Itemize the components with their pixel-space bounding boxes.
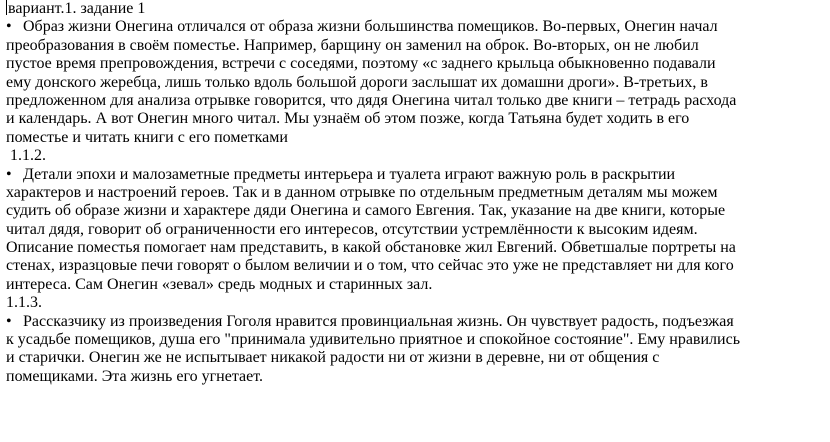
- paragraph-line: читал дядя, говорит об ограниченности его интересов, отсутствии устремлённости к высоким идеям.: [6, 220, 698, 238]
- paragraph-line: помещиками. Эта жизнь его угнетает.: [6, 367, 264, 385]
- paragraph-line: стенах, изразцовые печи говорят о былом величии и о том, что сейчас это уже не представляет ни для кого: [6, 257, 734, 275]
- paragraph-line: преобразования в своём поместье. Например, барщину он заменил на оброк. Во-вторых, он не любил: [6, 36, 699, 54]
- paragraph-line: поместье и читать книги с его пометками: [6, 128, 288, 146]
- paragraph-line: характеров и настроений героев. Так и в данном отрывке по отдельным предметным деталям мы можем: [6, 183, 718, 201]
- section-label: 1.1.3.: [6, 294, 42, 312]
- paragraph-line: к усадьбе помещиков, душа его "принимала удивительно приятное и спокойное состояние". Ему нравились: [6, 331, 740, 349]
- paragraph-line: судить об образе жизни и характере дяди Онегина и самого Евгения. Так, указание на две книги, которые: [6, 202, 726, 220]
- paragraph-line: пустое время препровождения, встречи с соседями, поэтому «с заднего крыльца обыкновенно подавали: [6, 55, 716, 73]
- bullet-icon: •: [6, 165, 12, 183]
- section-1: [6, 18, 828, 147]
- text-cursor: [6, 0, 7, 15]
- header-line: [6, 0, 828, 18]
- section-label: 1.1.2.: [6, 147, 46, 165]
- paragraph-line: • Рассказчику из произведения Гоголя нравится провинциальная жизнь. Он чувствует радость, подъезжая: [6, 312, 734, 330]
- paragraph-line: интереса. Сам Онегин «зевал» средь модных и старинных зал.: [6, 275, 433, 293]
- header-text: вариант.1. задание 1: [8, 0, 146, 17]
- paragraph-line: ему донского жеребца, лишь только вдоль большой дороги заслышат их домашни дроги». В-третьих, в: [6, 73, 708, 91]
- paragraph-line: • Образ жизни Онегина отличался от образа жизни большинства помещиков. Во-первых, Онегин начал: [6, 18, 718, 36]
- paragraph-line: Описание поместья помогает нам представить, в какой обстановке жил Евгений. Обветшалые портреты на: [6, 239, 736, 257]
- paragraph-line: и календарь. А вот Онегин много читал. Мы узнаём об этом позже, когда Татьяна будет ходить в его: [6, 110, 690, 128]
- document-body: [6, 0, 828, 386]
- paragraph-line: • Детали эпохи и малозаметные предметы интерьера и туалета играют важную роль в раскрытии: [6, 165, 676, 183]
- bullet-icon: •: [6, 18, 12, 36]
- paragraph-line: предложенном для анализа отрывке говорится, что дядя Онегина читал только две книги – тетрадь расхода: [6, 91, 737, 109]
- bullet-icon: •: [6, 312, 12, 330]
- section-3: [6, 294, 828, 386]
- paragraph-line: и старички. Онегин же не испытывает никакой радости ни от жизни в деревне, ни от общения с: [6, 349, 660, 367]
- section-2: [6, 147, 828, 294]
